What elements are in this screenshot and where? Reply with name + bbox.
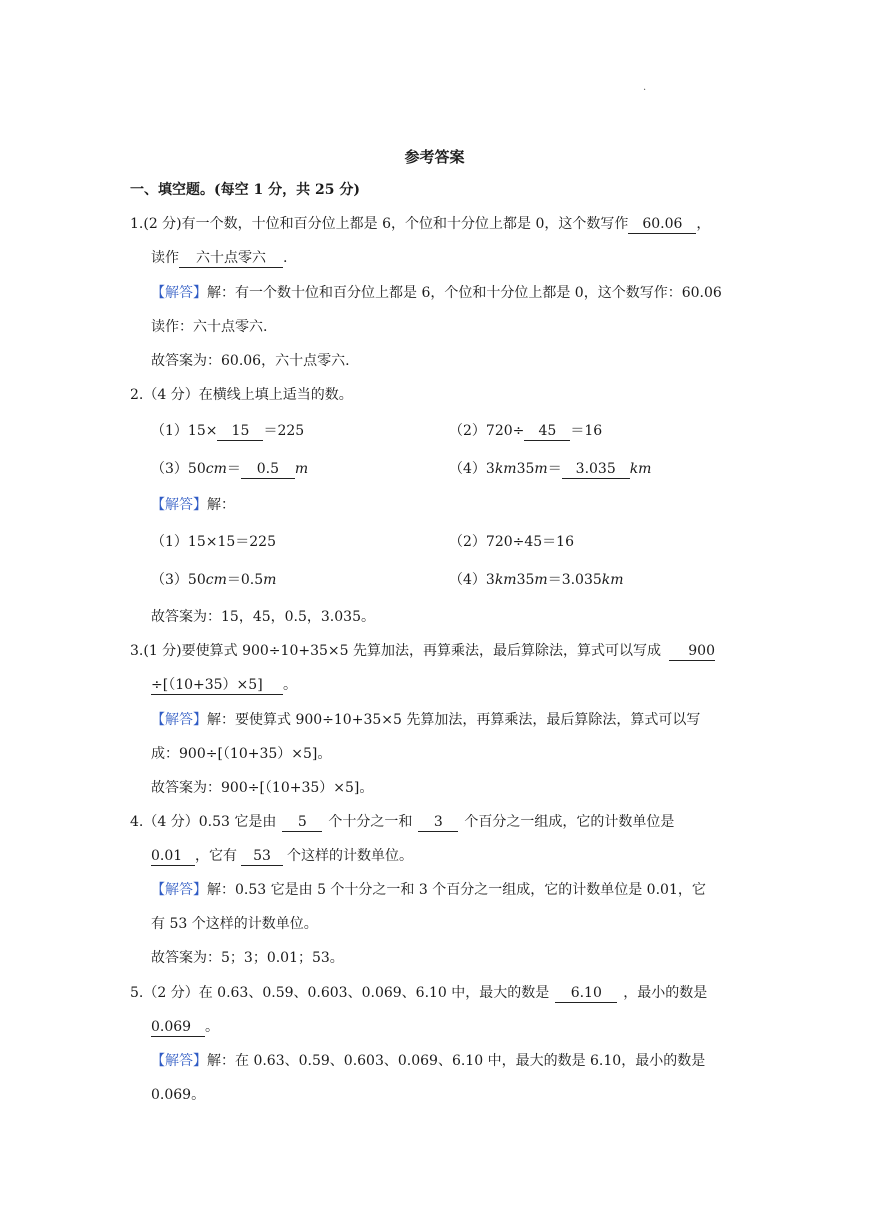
solution-tag: 【解答】: [151, 882, 207, 898]
q2-part-1: （1）15× 15 ＝225: [151, 423, 305, 439]
solution-tag: 【解答】: [151, 712, 207, 728]
q1-line-1: 1.(2 分)有一个数，十位和百分位上都是 6，个位和十分位上都是 0，这个数写作 60.06 ，: [130, 216, 711, 232]
q2-stem: 2.（4 分）在横线上填上适当的数。: [130, 387, 353, 403]
q3-answer-a: 900: [669, 643, 715, 661]
q2-part-3: （3）50cm＝ 0.5 m: [151, 461, 309, 477]
q2-part-4: （4）3km35m＝ 3.035 km: [449, 461, 652, 477]
q4-solution-1: 【解答】解：0.53 它是由 5 个十分之一和 3 个百分之一组成，它的计数单位是 0.01，它: [151, 882, 706, 898]
q5-solution-1: 【解答】解：在 0.63、0.59、0.603、0.069、6.10 中，最大的数是 6.10，最小的数是: [151, 1053, 706, 1069]
q4-line-1: 4.（4 分）0.53 它是由 5 个十分之一和 3 个百分之一组成，它的计数单位是: [130, 814, 675, 830]
page-title: 参考答案: [404, 148, 465, 166]
q1-answer-summary: 故答案为：60.06，六十点零六.: [151, 353, 350, 369]
q3-solution-2: 成：900÷[（10+35）×5]。: [151, 746, 332, 762]
q2-solution-2: （2）720÷45＝16: [449, 534, 574, 550]
solution-tag: 【解答】: [151, 497, 207, 513]
q1-line-2: 读作 六十点零六 .: [151, 250, 288, 266]
q4-line-2: 0.01 ，它有 53 个这样的计数单位。: [151, 848, 413, 864]
q4-answer-summary: 故答案为：5；3；0.01；53。: [151, 950, 344, 966]
q3-line-2: ÷[（10+35）×5] 。: [151, 677, 297, 693]
q2-answer-summary: 故答案为：15，45，0.5，3.035。: [151, 609, 375, 625]
q3-answer-b: ÷[（10+35）×5]: [151, 677, 283, 695]
q5-solution-2: 0.069。: [151, 1087, 206, 1103]
q1-answer-1: 60.06: [628, 216, 696, 234]
section-heading: 一、填空题。(每空 1 分，共 25 分): [130, 182, 360, 198]
q1-solution-2: 读作：六十点零六.: [151, 319, 268, 335]
q5-line-1: 5.（2 分）在 0.63、0.59、0.603、0.069、6.10 中，最大的数是 6.10 ，最小的数是: [130, 985, 708, 1001]
q1-solution-1: 【解答】解：有一个数十位和百分位上都是 6，个位和十分位上都是 0，这个数写作：60.06: [151, 285, 722, 301]
header-dot: .: [643, 82, 647, 93]
q2-solution-3: （3）50cm＝0.5m: [151, 572, 277, 588]
q2-part-2: （2）720÷ 45 ＝16: [449, 423, 603, 439]
q3-solution-1: 【解答】解：要使算式 900÷10+35×5 先算加法，再算乘法，最后算除法，算式可以写: [151, 712, 701, 728]
q3-answer-summary: 故答案为：900÷[（10+35）×5]。: [151, 780, 374, 796]
q4-solution-2: 有 53 个这样的计数单位。: [151, 916, 318, 932]
q3-line-1: 3.(1 分)要使算式 900÷10+35×5 先算加法，再算乘法，最后算除法，算式可以写成 900: [130, 643, 715, 659]
q1-answer-2: 六十点零六: [179, 250, 283, 268]
q2-solution: 【解答】解：: [151, 497, 235, 513]
solution-tag: 【解答】: [151, 285, 207, 301]
q5-line-2: 0.069 。: [151, 1019, 219, 1035]
q2-solution-4: （4）3km35m＝3.035km: [449, 572, 624, 588]
solution-tag: 【解答】: [151, 1053, 207, 1069]
q2-solution-1: （1）15×15＝225: [151, 534, 276, 550]
